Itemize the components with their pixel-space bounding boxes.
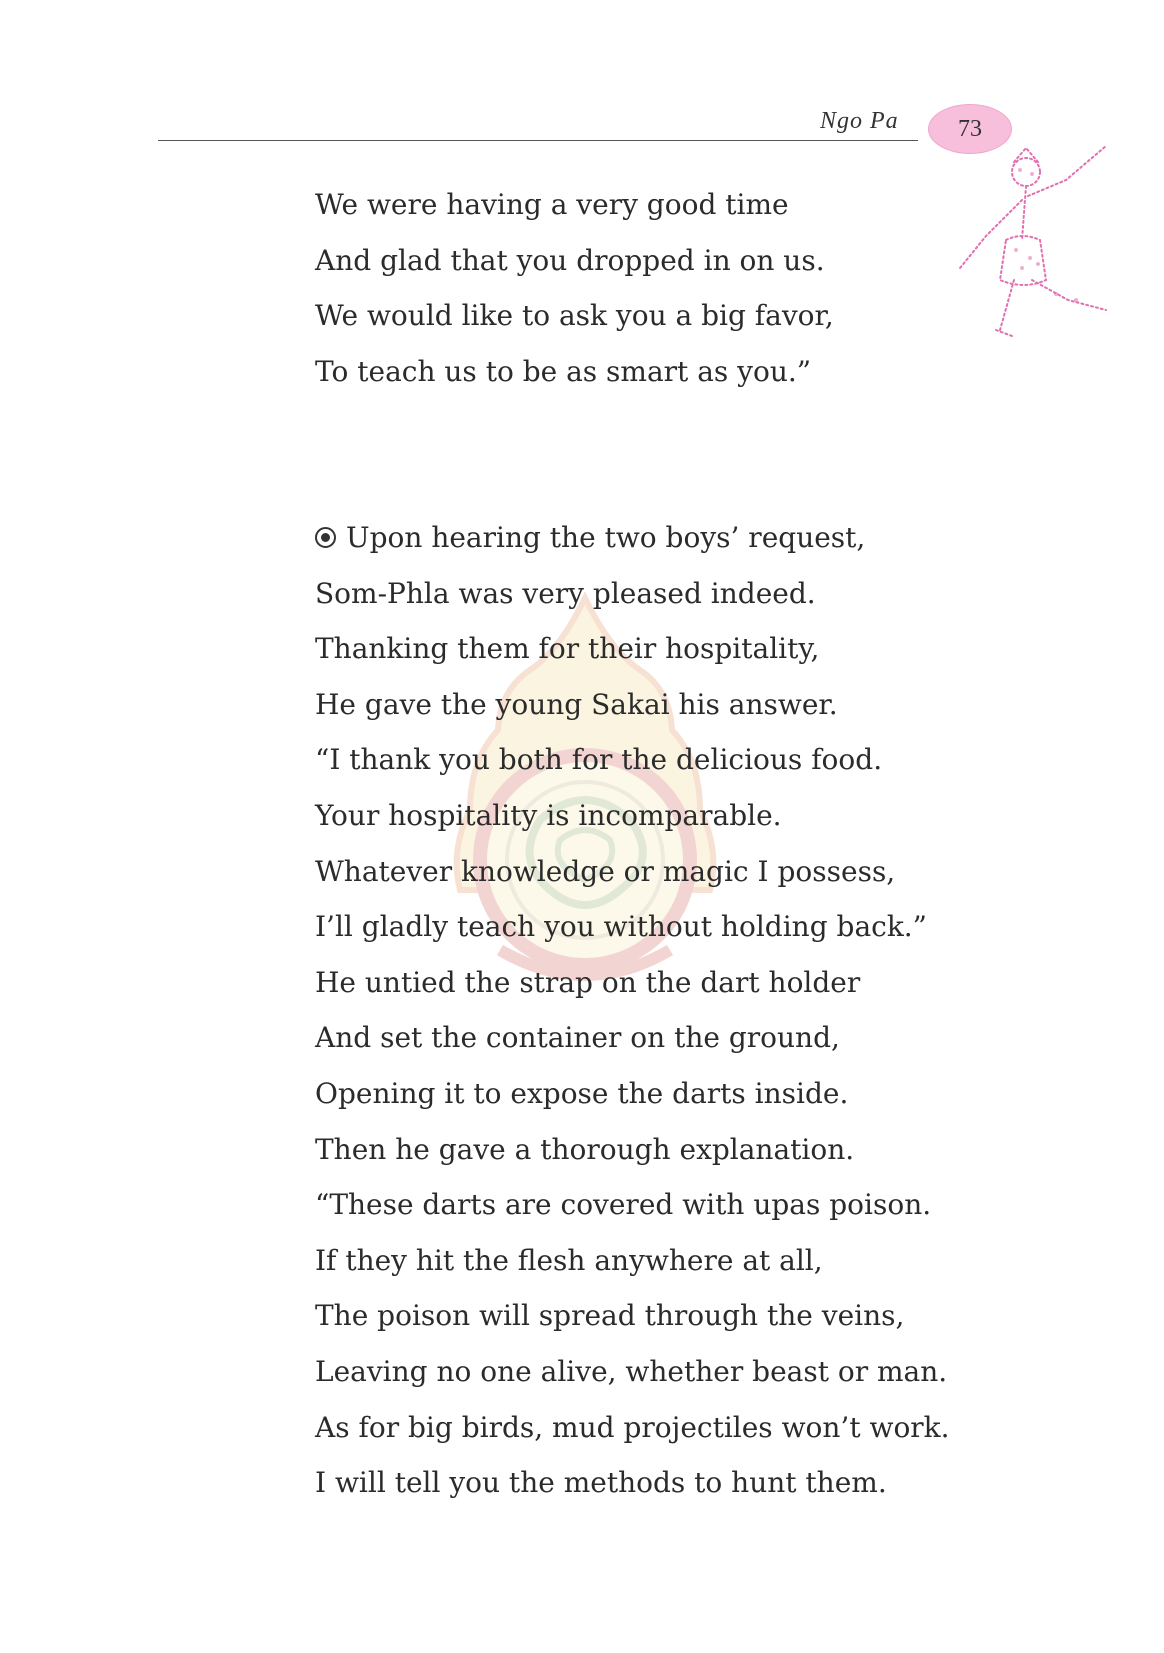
stanza-2: [315, 510, 950, 1511]
verse-line: Whatever knowledge or magic I possess,: [315, 854, 896, 888]
verse-line: Then he gave a thorough explanation.: [315, 1132, 855, 1166]
verse-line: He untied the strap on the dart holder: [315, 965, 861, 999]
verse-line: And glad that you dropped in on us.: [315, 243, 825, 277]
verse-line: Leaving no one alive, whether beast or man.: [315, 1354, 948, 1388]
verse-line: He gave the young Sakai his answer.: [315, 687, 838, 721]
verse-line: “I thank you both for the delicious food.: [315, 743, 883, 777]
verse-line: As for big birds, mud projectiles won’t work.: [315, 1410, 950, 1444]
dancer-illustration: [956, 140, 1116, 350]
verse-line: The poison will spread through the veins,: [315, 1299, 905, 1333]
stanza-1: [315, 177, 834, 399]
verse-line: To teach us to be as smart as you.”: [315, 354, 812, 388]
verse-line: Your hospitality is incomparable.: [315, 798, 782, 832]
verse-line: Som-Phla was very pleased indeed.: [315, 576, 816, 610]
verse-line: Thanking them for their hospitality,: [315, 632, 820, 666]
verse-line: Opening it to expose the darts inside.: [315, 1076, 849, 1110]
verse-line: I’ll gladly teach you without holding back.”: [315, 910, 927, 944]
page-number: 73: [958, 115, 982, 142]
verse-line: We were having a very good time: [315, 188, 789, 221]
verse-line: I will tell you the methods to hunt them.: [315, 1466, 887, 1500]
verse-line-text: Upon hearing the two boys’ request,: [346, 521, 866, 554]
verse-line: If they hit the flesh anywhere at all,: [315, 1243, 823, 1277]
verse-line: “These darts are covered with upas poison.: [315, 1188, 932, 1222]
running-title: Ngo Pa: [820, 108, 899, 134]
verse-line: And set the container on the ground,: [315, 1021, 840, 1055]
verse-line: We would like to ask you a big favor,: [315, 299, 834, 333]
bullet-circle-icon: [315, 527, 336, 548]
header-rule: [158, 140, 918, 141]
verse-line: [315, 510, 950, 566]
